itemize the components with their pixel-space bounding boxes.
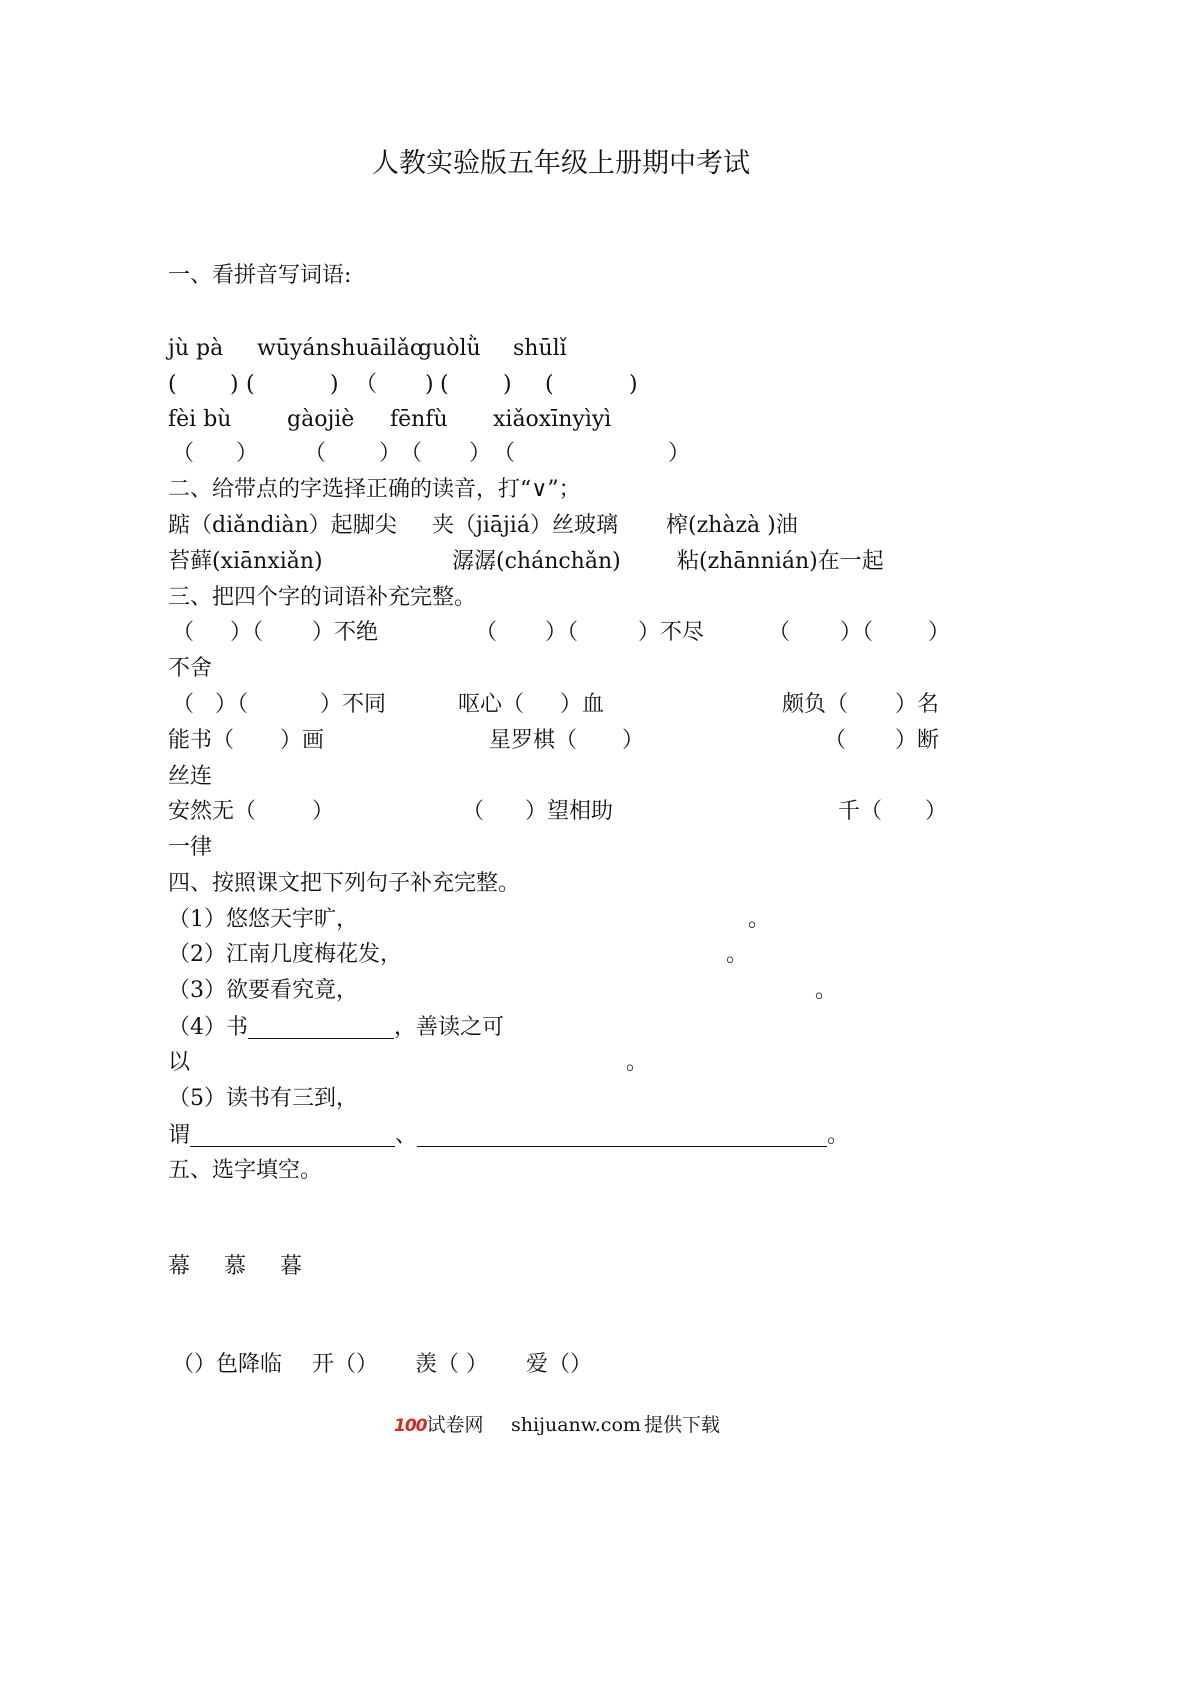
idiom-fragment: （ bbox=[462, 799, 485, 824]
answer-bracket: ( bbox=[545, 372, 554, 397]
idiom-fragment: 不舍 bbox=[168, 656, 213, 681]
sentence-end-mark: 。 bbox=[626, 1050, 649, 1075]
pinyin-item: shuāilǎo bbox=[330, 336, 424, 361]
fill-item: 开（） bbox=[312, 1352, 379, 1377]
idiom-fragment: ）血 bbox=[560, 692, 605, 717]
pinyin-item: jù pà bbox=[168, 336, 224, 361]
idiom-fragment: 星罗棋（ bbox=[489, 728, 578, 753]
idiom-fragment: ）（ bbox=[230, 620, 264, 645]
section-3-heading: 三、把四个字的词语补充完整。 bbox=[168, 585, 477, 610]
pinyin-item: gàojiè bbox=[287, 407, 355, 432]
sentence-item: （5）读书有三到， bbox=[168, 1086, 358, 1111]
pinyin-item: wūyán bbox=[257, 336, 330, 361]
idiom-fragment: （ bbox=[475, 620, 498, 645]
sentence-item: 谓 、 。 bbox=[168, 1123, 850, 1148]
reading-item: 苔藓(xiānxiǎn) bbox=[168, 549, 323, 574]
idiom-fragment: 颇负（ bbox=[782, 692, 849, 717]
choice-char: 暮 bbox=[280, 1254, 303, 1279]
idiom-fragment: ） bbox=[312, 799, 335, 824]
reading-item: 踮（diǎndiàn）起脚尖 bbox=[168, 513, 397, 538]
idiom-fragment: ）望相助 bbox=[525, 799, 614, 824]
answer-underline bbox=[190, 1124, 395, 1147]
idiom-fragment: ） bbox=[925, 799, 948, 824]
answer-bracket: ) bbox=[629, 372, 638, 397]
page-title: 人教实验版五年级上册期中考试 bbox=[372, 148, 750, 179]
answer-bracket: ( bbox=[168, 372, 177, 397]
answer-bracket: ） bbox=[236, 441, 259, 466]
idiom-fragment: ）（ bbox=[215, 692, 249, 717]
section-4-heading: 四、按照课文把下列句子补充完整。 bbox=[168, 871, 521, 896]
answer-bracket: ) bbox=[503, 372, 512, 397]
section-5-heading: 五、选字填空。 bbox=[168, 1158, 323, 1183]
pinyin-item: shūlǐ bbox=[513, 336, 567, 361]
pinyin-item: guòlǜ bbox=[418, 336, 481, 361]
answer-underline bbox=[248, 1016, 394, 1039]
choice-char: 慕 bbox=[224, 1254, 247, 1279]
answer-bracket: ） bbox=[668, 441, 691, 466]
footer-note: 提供下载 bbox=[644, 1414, 721, 1436]
idiom-fragment: 千（ bbox=[838, 799, 883, 824]
answer-bracket: ( bbox=[246, 372, 255, 397]
footer-brand bbox=[394, 1416, 484, 1435]
idiom-fragment: ）（ bbox=[840, 620, 874, 645]
reading-item: 粘(zhānnián)在一起 bbox=[677, 549, 884, 574]
sentence-end-mark: 。 bbox=[726, 942, 749, 967]
answer-bracket: ( bbox=[440, 372, 449, 397]
idiom-fragment: ）（ bbox=[545, 620, 579, 645]
idiom-fragment: 一律 bbox=[168, 835, 213, 860]
section-2-heading: 二、给带点的字选择正确的读音，打“∨”； bbox=[168, 477, 581, 502]
answer-bracket: （ bbox=[172, 441, 195, 466]
answer-underline bbox=[417, 1124, 827, 1147]
reading-item: 榨(zhàzà )油 bbox=[666, 513, 798, 538]
idiom-fragment: ）名 bbox=[895, 692, 940, 717]
fill-item: 爱（） bbox=[526, 1352, 593, 1377]
idiom-fragment: （ bbox=[824, 728, 847, 753]
reading-item: 潺潺(chánchǎn) bbox=[452, 549, 621, 574]
sentence-end-mark: 。 bbox=[748, 907, 771, 932]
idiom-fragment: （ bbox=[172, 620, 195, 645]
answer-bracket: （ bbox=[400, 441, 423, 466]
choice-char: 幕 bbox=[168, 1254, 191, 1279]
sentence-item: 以 bbox=[168, 1050, 191, 1075]
fill-item: （）色降临 bbox=[172, 1352, 283, 1377]
pinyin-item: fēnfù bbox=[390, 407, 448, 432]
site-logo: 100 bbox=[394, 1416, 427, 1436]
answer-bracket: （ bbox=[355, 372, 378, 397]
sentence-item: （2）江南几度梅花发， bbox=[168, 942, 402, 967]
idiom-fragment: ） bbox=[928, 620, 951, 645]
idiom-fragment: ） bbox=[622, 728, 645, 753]
reading-item: 夹（jiājiá）丝玻璃 bbox=[432, 513, 618, 538]
sentence-item: （4）书 ，善读之可 bbox=[168, 1015, 505, 1040]
idiom-fragment: （ bbox=[768, 620, 791, 645]
answer-bracket: ) bbox=[425, 372, 434, 397]
idiom-fragment: 安然无（ bbox=[168, 799, 257, 824]
idiom-fragment: 呕心（ bbox=[458, 692, 525, 717]
answer-bracket: ） bbox=[379, 441, 402, 466]
sentence-item: （3）欲要看究竟， bbox=[168, 978, 358, 1003]
idiom-fragment: ）断 bbox=[895, 728, 940, 753]
section-1-heading: 一、看拼音写词语: bbox=[168, 263, 352, 288]
idiom-fragment: 丝连 bbox=[168, 764, 213, 789]
pinyin-item: xiǎoxīnyìyì bbox=[493, 407, 612, 432]
idiom-fragment: ）不尽 bbox=[638, 620, 705, 645]
fill-item: 羡（ ） bbox=[415, 1352, 488, 1377]
answer-bracket: ) bbox=[330, 372, 339, 397]
idiom-fragment: ）画 bbox=[280, 728, 325, 753]
pinyin-item: fèi bù bbox=[168, 407, 232, 432]
idiom-fragment: ）不同 bbox=[320, 692, 387, 717]
answer-bracket: （ bbox=[493, 441, 516, 466]
answer-bracket: ） bbox=[469, 441, 492, 466]
footer-domain: shijuanw.com bbox=[511, 1414, 641, 1436]
answer-bracket: （ bbox=[304, 441, 327, 466]
idiom-fragment: ）不绝 bbox=[312, 620, 379, 645]
idiom-fragment: （ bbox=[172, 692, 195, 717]
sentence-end-mark: 。 bbox=[815, 978, 838, 1003]
sentence-item: （1）悠悠天宇旷， bbox=[168, 907, 358, 932]
idiom-fragment: 能书（ bbox=[168, 728, 235, 753]
answer-bracket: ) bbox=[230, 372, 239, 397]
footer-site-name: 试卷网 bbox=[426, 1414, 484, 1436]
